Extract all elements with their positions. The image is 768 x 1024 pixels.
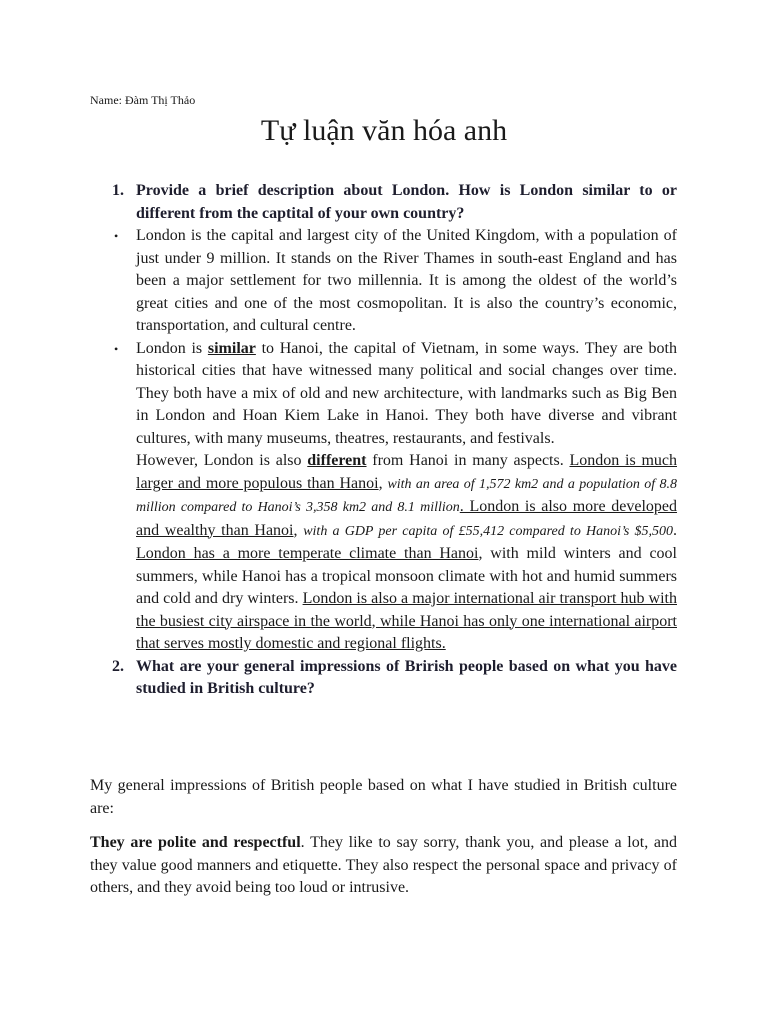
differences-text: from Hanoi in many aspects.	[366, 452, 570, 469]
bullet-london-description	[90, 225, 677, 338]
answer-intro: My general impressions of British people based on what I have studied in British culture are:	[90, 777, 677, 817]
difference-wealth: . London is also more developed and wealthy than Hanoi	[136, 498, 678, 539]
differences-paragraph	[90, 450, 677, 656]
impression-polite	[90, 832, 677, 900]
impression-heading: They are polite and respectful	[90, 834, 301, 851]
question-2	[90, 656, 677, 701]
question-1-number: 1.	[112, 182, 124, 199]
question-2-number: 2.	[112, 657, 124, 675]
london-description-text: London is the capital and largest city of the United Kingdom, with a population of just under 9 million. It stands on the River Thames in south-east England and has been a major settlement for two millennia. It is among the oldest of the world’s great cities and one of the most cosmopolitan. It is also the country’s economic, transportation, and cultural centre.	[136, 227, 677, 334]
separator: .	[673, 521, 678, 539]
question-2-text: What are your general impressions of Brirish people based on what you have studied in British culture?	[136, 657, 677, 697]
bullet-icon: •	[114, 229, 119, 243]
different-keyword: different	[307, 452, 367, 469]
similarities-text-start: London is	[136, 339, 208, 357]
difference-size: London is much larger and more populous than Hanoi	[136, 452, 677, 492]
bullet-similarities	[90, 338, 677, 451]
question-1	[90, 180, 677, 225]
climate-text: , with mild winters and cool summers, while Hanoi has a tropical monsoon climate with hot and humid summers and cold and dry winters.	[136, 545, 678, 607]
separator: ,	[378, 474, 388, 492]
difference-climate: London has a more temperate climate than Hanoi	[136, 545, 479, 562]
separator: ,	[293, 521, 304, 539]
question-1-text: Provide a brief description about London. How is London similar to or different from the captital of your own country?	[136, 182, 677, 222]
student-name: Name: Đàm Thị Thảo	[90, 93, 196, 107]
gdp-stats: with a GDP per capita of £55,412 compared to Hanoi’s $5,500	[303, 523, 674, 539]
similarities-text-rest: to Hanoi, the capital of Vietnam, in some ways. They are both historical cities that have witnessed many political and social changes over time. They both have a mix of old and new architecture, with landmarks such as Big Ben in London and Hoan Kiem Lake in Hanoi. They both have diverse and vibrant cultures, with many museums, theatres, restaurants, and festivals.	[136, 339, 677, 447]
bullet-icon: •	[114, 341, 119, 356]
differences-intro: However, London is also	[136, 452, 308, 469]
area-population-stats: with an area of 1,572 km2 and a population of 8.8 million compared to Hanoi’s 3,358 km2 and 8.1 million	[136, 476, 677, 515]
document-title: Tự luận văn hóa anh	[260, 114, 508, 147]
impression-text: . They like to say sorry, thank you, and please a lot, and they value good manners and etiquette. They also respect the personal space and privacy of others, and they avoid being too loud or intrusive.	[90, 834, 677, 896]
answer-section	[90, 775, 677, 900]
document-body	[90, 180, 677, 701]
difference-airport: London is also a major international air transport hub with the busiest city airspace in the world, while Hanoi has only one international airport that serves mostly domestic and regional flights.	[136, 590, 677, 652]
similar-keyword: similar	[207, 339, 256, 357]
